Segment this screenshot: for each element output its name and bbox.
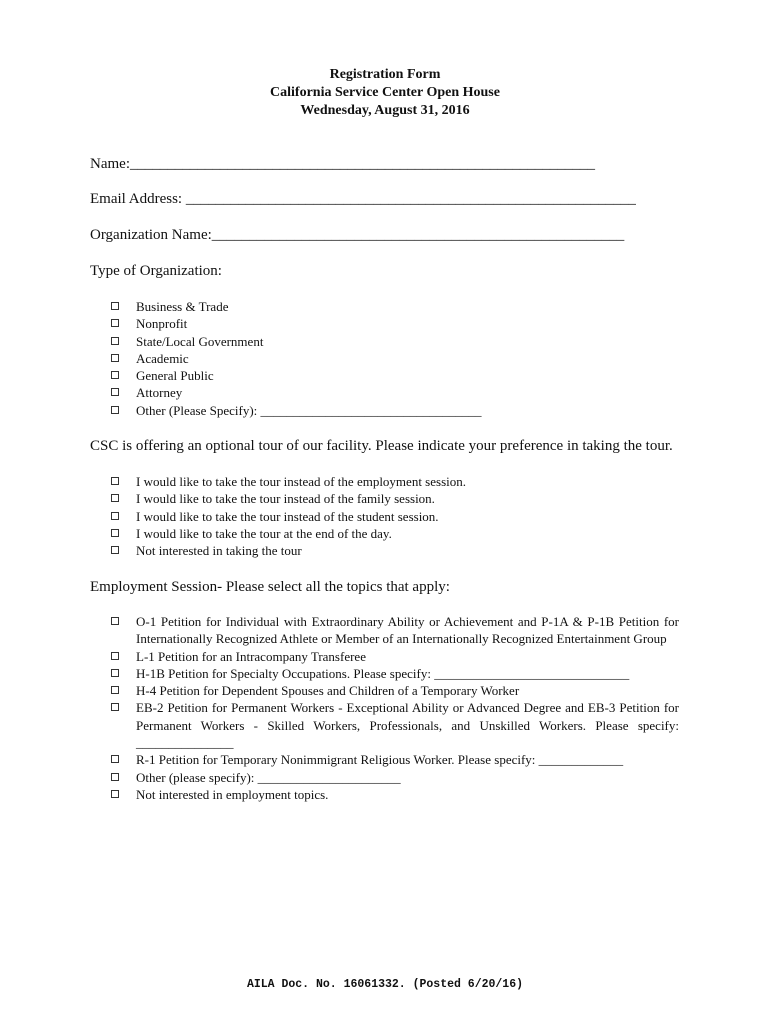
checkbox[interactable] [111, 494, 119, 502]
org-type-other[interactable]: Other (Please Specify): __________________________________ [110, 402, 482, 419]
org-type-business-trade[interactable]: Business & Trade [110, 298, 482, 315]
topic-eb2-eb3[interactable]: EB-2 Petition for Permanent Workers - Exceptional Ability or Advanced Degree and EB-3 Petition for Permanent Workers - Skilled Workers, Professionals, and Unskilled Workers. Please specify: _______________ [110, 699, 679, 751]
checkbox[interactable] [111, 388, 119, 396]
checkbox[interactable] [111, 790, 119, 798]
topic-not-interested[interactable]: Not interested in employment topics. [110, 786, 679, 803]
organization-type-list [110, 298, 482, 419]
topic-l1[interactable]: L-1 Petition for an Intracompany Transferee [110, 648, 679, 665]
tour-option-end-of-day[interactable]: I would like to take the tour at the end of the day. [110, 525, 466, 542]
organization-name-field[interactable]: Organization Name:_______________________________________________________ [90, 227, 625, 243]
tour-option-student[interactable]: I would like to take the tour instead of the student session. [110, 508, 466, 525]
email-field[interactable]: Email Address: ____________________________________________________________ [90, 191, 636, 207]
title-event-date: Wednesday, August 31, 2016 [300, 103, 470, 118]
employment-session-heading: Employment Session- Please select all the topics that apply: [90, 579, 450, 595]
title-event-name: California Service Center Open House [270, 85, 500, 100]
checkbox[interactable] [111, 755, 119, 763]
tour-option-employment[interactable]: I would like to take the tour instead of the employment session. [110, 473, 466, 490]
document-footer: AILA Doc. No. 16061332. (Posted 6/20/16) [246, 978, 524, 991]
topic-o1-p1[interactable]: O-1 Petition for Individual with Extraordinary Ability or Achievement and P-1A & P-1B Petition for Internationally Recognized Athlete or Member of an Internationally Recognized Entertainment Group [110, 613, 679, 648]
topic-h1b[interactable]: H-1B Petition for Specialty Occupations. Please specify: ______________________________ [110, 665, 679, 682]
tour-option-not-interested[interactable]: Not interested in taking the tour [110, 542, 466, 559]
topic-h4[interactable]: H-4 Petition for Dependent Spouses and Children of a Temporary Worker [110, 682, 679, 699]
checkbox[interactable] [111, 546, 119, 554]
checkbox[interactable] [111, 371, 119, 379]
checkbox[interactable] [111, 529, 119, 537]
checkbox[interactable] [111, 337, 119, 345]
org-type-general-public[interactable]: General Public [110, 367, 482, 384]
org-type-nonprofit[interactable]: Nonprofit [110, 315, 482, 332]
checkbox[interactable] [111, 703, 119, 711]
org-type-state-local-government[interactable]: State/Local Government [110, 333, 482, 350]
org-type-attorney[interactable]: Attorney [110, 384, 482, 401]
checkbox[interactable] [111, 686, 119, 694]
checkbox[interactable] [111, 773, 119, 781]
checkbox[interactable] [111, 354, 119, 362]
tour-option-family[interactable]: I would like to take the tour instead of the family session. [110, 490, 466, 507]
checkbox[interactable] [111, 406, 119, 414]
title-registration-form: Registration Form [329, 67, 441, 82]
tour-options-list [110, 473, 466, 559]
topic-other[interactable]: Other (please specify): ______________________ [110, 769, 679, 786]
type-of-organization-label: Type of Organization: [90, 263, 222, 279]
checkbox[interactable] [111, 477, 119, 485]
topic-r1[interactable]: R-1 Petition for Temporary Nonimmigrant Religious Worker. Please specify: _____________ [110, 751, 679, 768]
checkbox[interactable] [111, 652, 119, 660]
checkbox[interactable] [111, 669, 119, 677]
org-type-academic[interactable]: Academic [110, 350, 482, 367]
name-field[interactable]: Name:______________________________________________________________ [90, 156, 595, 172]
employment-topics-list [110, 613, 679, 803]
checkbox[interactable] [111, 617, 119, 625]
tour-heading: CSC is offering an optional tour of our facility. Please indicate your preference in taking the tour. [90, 438, 673, 454]
form-title [0, 66, 770, 120]
checkbox[interactable] [111, 512, 119, 520]
checkbox[interactable] [111, 319, 119, 327]
checkbox[interactable] [111, 302, 119, 310]
